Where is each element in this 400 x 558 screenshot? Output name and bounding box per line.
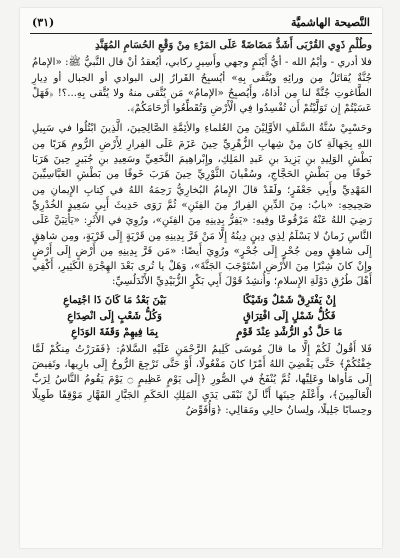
paragraph-1: فلا أدري - وأيْمُ الله - أيُّ أَيْتَمٍ وجهي وأَسِيرٍ ركابي، أيُعقدُ أنْ قال النَّبيُّ ﷺ: «الإمامُ جُنَّةٌ يُقاتَلُ مِن ورائِهِ ويُتَّقى بِهِ» أيُسبِحُ القَرارُ إلى البوادي أو الجبال أو دِيارِ الطَّاغوتِ جُنَّةً لنا مِن أذاهُ، وأَيُصبِحُ «الإمامُ» مَن يُتَّقى منهُ ولا يُتَّقى بِهِ...؟! ﴿فَهَلْ عَسَيْتُمْ إِن تَوَلَّيْتُمْ أَن تُفْسِدُوا فِي الْأَرْضِ وَتُقَطِّعُوا أَرْحَامَكُمْ﴾.: [32, 57, 372, 115]
page-body: [32, 38, 372, 542]
poem-hemistich-second: بَيْنَ بَعْدُ مَا كَانَ ذَا اجْتِماعِ: [63, 293, 167, 306]
poem-hemistich-first: إِنْ يَفْتَرِقْ شَمْلٌ وَشَيْكًا: [242, 293, 336, 306]
poem-hemistich-first: مَا حَلَّ ذُو الرُّشْدِ عِنْدَ قَوْمٍ: [236, 325, 343, 338]
page-header: [32, 14, 370, 30]
poem-line: [32, 324, 372, 340]
page-number: (٣١): [32, 15, 55, 29]
paragraph-3: فَلا أَقُولُ لَكُمْ إِلَّا ما قالَ مُوسَى كَلِيمُ الرَّحْمَنِ عَلَيْهِ السَّلامُ: ﴿فَفَرَرْتُ مِنكُمْ لَمَّا خِفْتُكُمْ﴾ حَتَّى يَقْضِيَ اللهُ أَمْرًا كانَ مَفْعُولًا، أَوْ حَتَّى تَرْجِعَ الرُّوحُ إِلَى بارِيها، وتَفِيضَ إِلَى مَأْواها وعَلِيِّها، ثُمَّ يُنْفَخُ في الصُّورِ ﴿إِلَى يَوْمٍ عَظِيمٍ ۝ يَوْمَ يَقُومُ النَّاسُ لِرَبِّ الْعَالَمِينَ﴾، وأَعْلَمُ حِينَها أَنَّا لَنْ نَبْقَى يَدَيِ المَلِكِ الحَكَمِ الجَبَّارِ القَهَّارِ مَوْقِفًا طَوِيلًا وحِسابًا جَلِيلًا، ولِسانُ حالِي ومَقالِي: ﴿وَأُفَوِّضُ: [32, 343, 372, 416]
poem-block: [32, 292, 372, 340]
poem-line: [32, 292, 372, 308]
paragraph-2: وحَسْبِيْ سُنَّةُ السَّلَفِ الأوَّلِيْنَ مِنَ العُلماءِ والأئِمَّةِ الصَّالِحِينَ، الَّذِينَ ابْتُلُوا في سَبِيلِ اللهِ بِجَهالَةِ كانَ مِنْ شِهابِ الزُّهْرِيِّ حِينَ عَزَمَ عَلَى الفِرارِ لِأَرْضِ الرُّومِ هَرَبًا مِن بَطْشِ الوَلِيدِ بنِ يَزِيدَ بنِ عَبدِ المَلِكِ، وإِبْراهِيمَ النَّخَعِيِّ وسَعِيدِ بنِ جُبَيرٍ حِينَ هَرَبَا خَوفًا مِن بَطْشِ الحَجَّاجِ، وسُفْيانَ الثَّوْرِيِّ حِينَ هَرَبَ خَوفًا مِن بَطْشِ العَبَّاسِيِّينَ المَهْدِيِّ وأَبِي جَعْفَرٍ؛ ولَقَدْ قالَ الإِمامُ البُخارِيُّ رَحِمَهُ اللهُ في كِتابِ الإِيمانِ مِن صَحِيحِهِ: «بابٌ: مِنَ الدِّينِ الفِرارُ مِنَ الفِتَنِ» ثُمَّ رَوَى حَدِيثَ أَبِي سَعِيدٍ الخُدْرِيِّ رَضِيَ اللهُ عَنْهُ مَرْفُوعًا وفِيهِ: «يَفِرُّ بِدِينِهِ مِنَ الفِتَنِ»، ورُوِيَ في الأَثَرِ: «يَأْتِيَنَّ عَلَى النَّاسِ زَمانٌ لا يَسْلَمُ لِذِي دِينٍ دِينُهُ إِلَّا مَنْ فَرَّ بِدِينِهِ مِن قَرْيَةٍ إِلَى قَرْيَةٍ، ومِن شاهِقٍ إِلَى شاهِقٍ ومِن جُحْرٍ إِلَى جُحْرٍ» ورُوِيَ أَيضًا: «مَن فَرَّ بِدِينِهِ مِن أَرْضٍ إِلَى أَرْضٍ وإِنْ كانَ شِبْرًا مِنَ الأَرْضِ اسْتَوْجَبَ الجَنَّةَ»، وَهَلْ يا تُرى بَعْدَ الهِجْرَةِ الكَثِيرِ، أَكْفِي أَهْلَ طُرُقِ دَوْلَةِ الإِسلامِ؛ وأُنشِدُ قَوْلَ أَبِي بَكْرٍ الزُّبَيْدِيِّ الأَنْدَلُسِيِّ:: [32, 123, 372, 288]
poem-hemistich-second: وَكُلُّ شَعْبٍ إِلَى انْصِدَاعِ: [67, 309, 163, 322]
header-rule: [30, 33, 372, 34]
document-page: [20, 8, 382, 548]
poem-hemistich-first: فَكُلُّ شَمْلٍ إِلَى افْتِرَاقٍ: [243, 309, 336, 322]
poem-hemistich-second: بِمَا فِيهِمْ وَقَفَةَ الوَدَاعِ: [71, 325, 159, 338]
poem-line: [32, 308, 372, 324]
opening-verse: وطُلْمِ ذَوِي القُرْبَى أَشَدُّ مَضَاضَةً عَلَى المَرْءِ مِنْ وَقْعِ الحُسَامِ المُهَنَّدِ: [95, 39, 372, 51]
running-title: النَّصيحة الهاشميَّة: [290, 15, 370, 29]
